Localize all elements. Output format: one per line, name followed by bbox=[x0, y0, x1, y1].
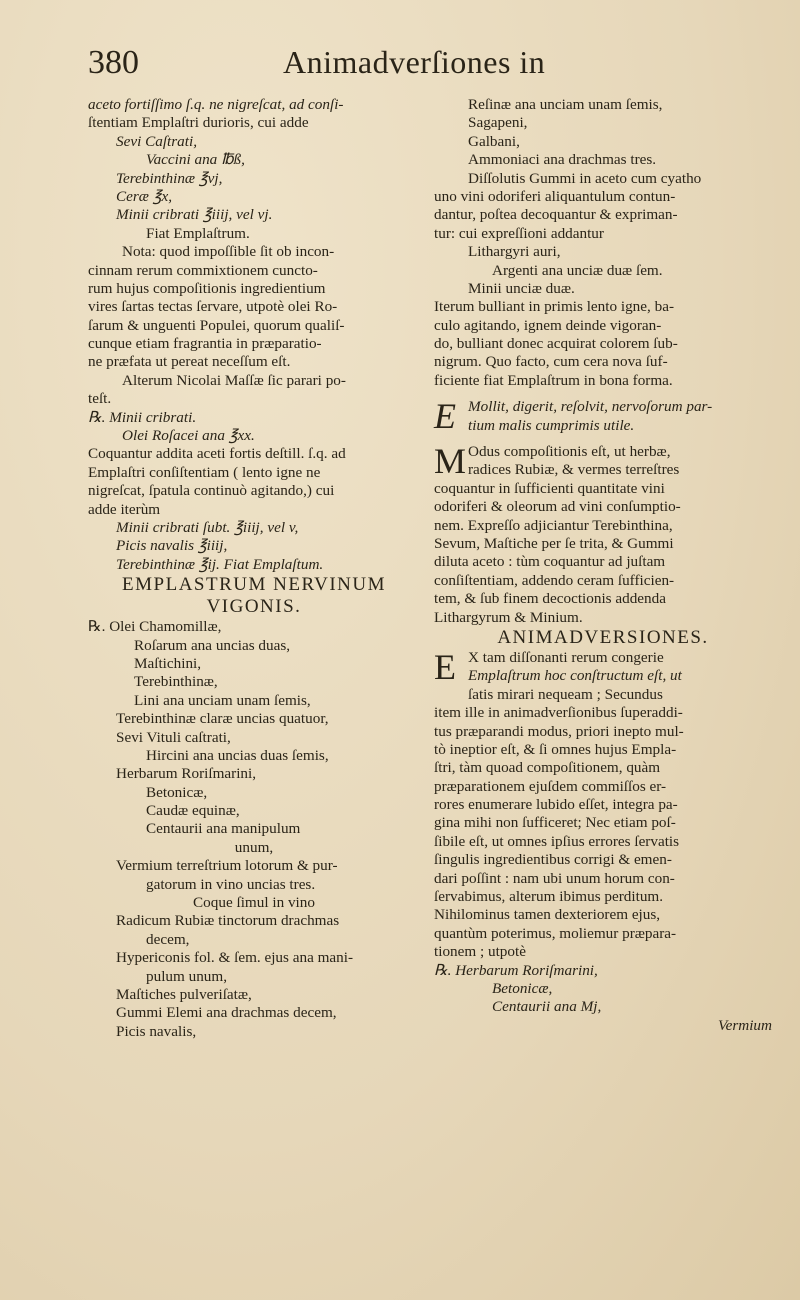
left-text-line bbox=[88, 747, 420, 765]
right-text-line bbox=[434, 417, 772, 435]
line-text: ſtentiam Emplaſtri durioris, cui adde bbox=[88, 114, 309, 132]
left-text-line bbox=[88, 170, 420, 188]
line-text: culo agitando, ignem deinde vigoran- bbox=[434, 316, 662, 334]
right-text-line bbox=[434, 1017, 772, 1035]
line-text: Lini ana unciam unam ſemis, bbox=[134, 691, 311, 709]
left-text-line bbox=[88, 409, 420, 427]
left-text-line bbox=[88, 986, 420, 1004]
left-text-line bbox=[88, 188, 420, 206]
line-text: nigreſcat, ſpatula continuò agitando,) cui bbox=[88, 482, 335, 500]
left-text-line bbox=[88, 912, 420, 930]
left-text-line bbox=[88, 225, 420, 243]
line-text: odoriferi & oleorum ad vini conſumptio- bbox=[434, 498, 681, 516]
right-text-line bbox=[434, 461, 772, 479]
line-text: Terebinthinæ ℥ij. Fiat Emplaſtum. bbox=[116, 555, 324, 573]
line-text: Olei Roſacei ana ℥xx. bbox=[122, 427, 255, 445]
line-text: ſibile eſt, ut omnes ipſius errores ſervatis bbox=[434, 832, 680, 850]
line-text: ℞. Olei Chamomillæ, bbox=[88, 618, 222, 636]
line-text: radices Rubiæ, & vermes terreſtres bbox=[468, 461, 680, 479]
line-text: conſiſtentiam, addendo ceram ſufficien- bbox=[434, 571, 675, 589]
left-text-line bbox=[88, 445, 420, 463]
right-text-line bbox=[434, 686, 772, 704]
line-text: ℞. Herbarum Roriſmarini, bbox=[434, 961, 598, 979]
right-text-line bbox=[434, 188, 772, 206]
line-text: Sevi Vituli caſtrati, bbox=[116, 728, 231, 746]
line-text: VIGONIS. bbox=[206, 596, 302, 618]
line-text: Minii unciæ duæ. bbox=[468, 279, 575, 297]
line-text: Ceræ ℥x, bbox=[116, 187, 173, 205]
right-text-line bbox=[434, 590, 772, 608]
line-text: Minii cribrati ℥iiij, vel vj. bbox=[116, 206, 273, 224]
left-text-line bbox=[88, 133, 420, 151]
left-text-line bbox=[88, 784, 420, 802]
line-text: Herbarum Roriſmarini, bbox=[116, 765, 257, 783]
right-text-line bbox=[434, 151, 772, 169]
line-text: Terebinthinæ claræ uncias quatuor, bbox=[116, 710, 329, 728]
line-text: nem. Expreſſo adjiciantur Terebinthina, bbox=[434, 516, 673, 534]
right-text-line bbox=[434, 206, 772, 224]
line-text: ſervabimus, alterum ibimus perditum. bbox=[434, 888, 664, 906]
left-text-line bbox=[88, 243, 420, 261]
right-text-line bbox=[434, 317, 772, 335]
right-text-line bbox=[434, 925, 772, 943]
left-text-line bbox=[88, 1004, 420, 1022]
left-text-line bbox=[88, 501, 420, 519]
left-text-line bbox=[88, 427, 420, 445]
line-text: Radicum Rubiæ tinctorum drachmas bbox=[116, 912, 340, 930]
line-text: aceto fortiſſimo ſ.q. ne nigreſcat, ad conſi- bbox=[88, 96, 344, 113]
line-text: gatorum in vino uncias tres. bbox=[146, 875, 316, 893]
line-text: rores enumerare lubido eſſet, integra pa- bbox=[434, 796, 678, 814]
right-text-line bbox=[434, 943, 772, 961]
left-text-line bbox=[88, 710, 420, 728]
line-text: decem, bbox=[146, 930, 190, 948]
line-text: Terebinthinæ, bbox=[134, 673, 218, 691]
line-text: Maſtichini, bbox=[134, 654, 202, 672]
line-text: quantùm poterimus, moliemur præpara- bbox=[434, 924, 677, 942]
line-text: teſt. bbox=[88, 390, 112, 408]
line-text: Nihilominus tamen dexteriorem ejus, bbox=[434, 906, 661, 924]
left-text-line bbox=[88, 820, 420, 838]
left-text-line bbox=[88, 1023, 420, 1041]
right-text-line bbox=[434, 796, 772, 814]
line-text: vires ſartas tectas ſervare, utpotè olei Ro- bbox=[88, 298, 338, 316]
right-text-line bbox=[434, 262, 772, 280]
right-text-line bbox=[434, 114, 772, 132]
left-text-line bbox=[88, 317, 420, 335]
line-text: uno vini odoriferi aliquantulum contun- bbox=[434, 187, 676, 205]
left-text-line bbox=[88, 96, 420, 114]
line-text: tur: cui expreſſioni addantur bbox=[434, 224, 604, 242]
line-text: ſingulis ingredientibus corrigi & emen- bbox=[434, 851, 672, 869]
line-text: Ammoniaci ana drachmas tres. bbox=[468, 151, 657, 169]
line-text: Vermium bbox=[718, 1016, 772, 1034]
line-text: tem, & ſub finem decoctionis addenda bbox=[434, 590, 666, 608]
left-text-line bbox=[88, 114, 420, 132]
left-text-line bbox=[88, 949, 420, 967]
page-header bbox=[88, 44, 648, 90]
right-text-line bbox=[434, 870, 772, 888]
left-text-line bbox=[88, 206, 420, 224]
line-text: Argenti ana unciæ duæ ſem. bbox=[492, 261, 663, 279]
line-text: Caudæ equinæ, bbox=[146, 802, 240, 820]
left-text-line bbox=[88, 839, 420, 857]
line-text: EMPLASTRUM NERVINUM bbox=[122, 574, 386, 596]
line-text: ne præfata ut pereat neceſſum eſt. bbox=[88, 353, 291, 371]
line-text: Centaurii ana Mj, bbox=[492, 998, 602, 1016]
line-text: cunque etiam fragrantia in præparatio- bbox=[88, 335, 322, 353]
left-text-line bbox=[88, 876, 420, 894]
line-text: Terebinthinæ ℥vj, bbox=[116, 169, 223, 187]
right-text-line bbox=[434, 609, 772, 627]
line-text: Roſarum ana uncias duas, bbox=[134, 636, 291, 654]
left-text-line bbox=[88, 596, 420, 618]
left-text-line bbox=[88, 802, 420, 820]
line-text: ℞. Minii cribrati. bbox=[88, 408, 197, 426]
line-text: dantur, poſtea decoquantur & expriman- bbox=[434, 206, 678, 224]
line-text: pulum unum, bbox=[146, 967, 228, 985]
left-column bbox=[88, 96, 420, 1041]
line-text: tium malis cumprimis utile. bbox=[468, 416, 635, 434]
right-text-line bbox=[434, 759, 772, 777]
right-text-line bbox=[434, 704, 772, 722]
line-text: Mollit, digerit, reſolvit, nervoſorum par- bbox=[468, 398, 713, 416]
right-text-line bbox=[434, 298, 772, 316]
line-text: Emplaſtrum hoc conſtructum eſt, ut bbox=[468, 667, 682, 685]
left-text-line bbox=[88, 151, 420, 169]
right-text-line bbox=[434, 517, 772, 535]
right-text-line bbox=[434, 667, 772, 685]
line-text: tus præparandi modus, priori inepto mul- bbox=[434, 722, 684, 740]
line-text: rum hujus compoſitionis ingredientium bbox=[88, 279, 326, 297]
right-text-line bbox=[434, 390, 772, 398]
right-text-line bbox=[434, 133, 772, 151]
line-text: Diſſolutis Gummi in aceto cum cyatho bbox=[468, 169, 702, 187]
line-text: Coquantur addita aceti fortis deſtill. ſ.q. ad bbox=[88, 445, 346, 463]
left-text-line bbox=[88, 673, 420, 691]
line-text: Gummi Elemi ana drachmas decem, bbox=[116, 1004, 337, 1022]
line-text: Sevum, Maſtiche per ſe trita, & Gummi bbox=[434, 534, 674, 552]
line-text: Lithargyrum & Minium. bbox=[434, 608, 583, 626]
line-text: ficiente fiat Emplaſtrum in bona forma. bbox=[434, 371, 673, 389]
line-text: ANIMADVERSIONES. bbox=[497, 626, 709, 648]
right-text-line bbox=[434, 535, 772, 553]
line-text: ſtri, tàm quoad compoſitionem, quàm bbox=[434, 759, 661, 777]
line-text: Hypericonis fol. & ſem. ejus ana mani- bbox=[116, 949, 354, 967]
line-text: tionem ; utpotè bbox=[434, 943, 526, 961]
line-text: gina mihi non ſufficeret; Nec etiam poſ- bbox=[434, 814, 676, 832]
line-text: cinnam rerum commixtionem cuncto- bbox=[88, 261, 318, 279]
line-text: Fiat Emplaſtrum. bbox=[146, 224, 250, 242]
line-text: Vermium terreſtrium lotorum & pur- bbox=[116, 857, 338, 875]
line-text: Sagapeni, bbox=[468, 114, 528, 132]
line-text: Minii cribrati ſubt. ℥iiij, vel v, bbox=[116, 518, 299, 536]
running-head: Animadverſiones in bbox=[283, 44, 546, 80]
line-text: Vaccini ana ℔ß, bbox=[146, 151, 245, 169]
left-text-line bbox=[88, 353, 420, 371]
line-text: Lithargyri auri, bbox=[468, 243, 561, 261]
right-text-line bbox=[434, 627, 772, 649]
left-text-line bbox=[88, 262, 420, 280]
line-text: Emplaſtri conſiſtentiam ( lento igne ne bbox=[88, 463, 321, 481]
line-text: unum, bbox=[234, 838, 274, 856]
right-text-line bbox=[434, 833, 772, 851]
left-text-line bbox=[88, 574, 420, 596]
right-text-line bbox=[434, 998, 772, 1016]
line-text: præparationem ejuſdem commiſſos er- bbox=[434, 777, 667, 795]
right-text-line bbox=[434, 741, 772, 759]
right-text-line bbox=[434, 962, 772, 980]
left-text-line bbox=[88, 931, 420, 949]
right-text-line bbox=[434, 572, 772, 590]
line-text: nigrum. Quo facto, cum cera nova ſuf- bbox=[434, 353, 668, 371]
left-text-line bbox=[88, 372, 420, 390]
drop-cap: E bbox=[434, 396, 456, 437]
line-text: Coque ſimul in vino bbox=[193, 894, 315, 912]
left-text-line bbox=[88, 298, 420, 316]
right-text-line bbox=[434, 851, 772, 869]
drop-cap: M bbox=[434, 441, 467, 482]
left-text-line bbox=[88, 692, 420, 710]
line-text: adde iterùm bbox=[88, 500, 161, 518]
left-text-line bbox=[88, 556, 420, 574]
page-number: 380 bbox=[88, 44, 139, 81]
line-text: Betonicæ, bbox=[492, 979, 553, 997]
right-text-line bbox=[434, 170, 772, 188]
right-text-line bbox=[434, 280, 772, 298]
left-text-line bbox=[88, 390, 420, 408]
left-text-line bbox=[88, 637, 420, 655]
line-text: diluta aceto : tùm coquantur ad juſtam bbox=[434, 553, 666, 571]
right-text-line bbox=[434, 243, 772, 261]
line-text: Alterum Nicolai Maſſæ ſic parari po- bbox=[122, 371, 346, 389]
left-text-line bbox=[88, 280, 420, 298]
left-text-line bbox=[88, 968, 420, 986]
line-text: Hircini ana uncias duas ſemis, bbox=[146, 746, 329, 764]
line-text: X tam diſſonanti rerum congerie bbox=[468, 648, 664, 666]
line-text: Reſinæ ana unciam unam ſemis, bbox=[468, 96, 663, 113]
line-text: Galbani, bbox=[468, 132, 520, 150]
left-text-line bbox=[88, 335, 420, 353]
line-text: Iterum bulliant in primis lento igne, ba- bbox=[434, 298, 674, 316]
left-text-line bbox=[88, 618, 420, 636]
left-text-line bbox=[88, 537, 420, 555]
right-text-line bbox=[434, 480, 772, 498]
right-text-line bbox=[434, 498, 772, 516]
right-text-line bbox=[434, 888, 772, 906]
left-text-line bbox=[88, 464, 420, 482]
right-text-line bbox=[434, 906, 772, 924]
left-text-line bbox=[88, 894, 420, 912]
right-column bbox=[434, 96, 772, 1035]
line-text: Odus compoſitionis eſt, ut herbæ, bbox=[468, 443, 671, 461]
left-text-line bbox=[88, 519, 420, 537]
line-text: Nota: quod impoſſible ſit ob incon- bbox=[122, 243, 335, 261]
right-text-line bbox=[434, 814, 772, 832]
line-text: tò ineptior eſt, & ſi omnes hujus Empla- bbox=[434, 740, 677, 758]
line-text: Picis navalis ℥iiij, bbox=[116, 537, 228, 555]
right-text-line bbox=[434, 353, 772, 371]
right-text-line bbox=[434, 96, 772, 114]
right-text-line bbox=[434, 778, 772, 796]
left-text-line bbox=[88, 765, 420, 783]
right-text-line bbox=[434, 980, 772, 998]
line-text: Picis navalis, bbox=[116, 1022, 197, 1040]
left-text-line bbox=[88, 857, 420, 875]
line-text: Sevi Caſtrati, bbox=[116, 132, 197, 150]
drop-cap: E bbox=[434, 646, 456, 687]
line-text: coquantur in ſufficienti quantitate vini bbox=[434, 479, 665, 497]
line-text: dari poſſint : nam ubi unum horum con- bbox=[434, 869, 675, 887]
line-text: Maſtiches pulveriſatæ, bbox=[116, 985, 252, 1003]
right-text-line bbox=[434, 435, 772, 443]
right-text-line bbox=[434, 723, 772, 741]
right-text-line bbox=[434, 225, 772, 243]
left-text-line bbox=[88, 655, 420, 673]
right-text-line bbox=[434, 335, 772, 353]
left-text-line bbox=[88, 482, 420, 500]
line-text: Centaurii ana manipulum bbox=[146, 820, 301, 838]
line-text: item ille in animadverſionibus ſuperaddi- bbox=[434, 704, 683, 722]
line-text: ſatis mirari nequeam ; Secundus bbox=[468, 685, 663, 703]
right-text-line bbox=[434, 372, 772, 390]
line-text: ſarum & unguenti Populei, quorum qualiſ- bbox=[88, 316, 345, 334]
line-text: Betonicæ, bbox=[146, 783, 208, 801]
line-text: do, bulliant donec acquirat colorem ſub- bbox=[434, 335, 678, 353]
left-text-line bbox=[88, 729, 420, 747]
right-text-line bbox=[434, 553, 772, 571]
